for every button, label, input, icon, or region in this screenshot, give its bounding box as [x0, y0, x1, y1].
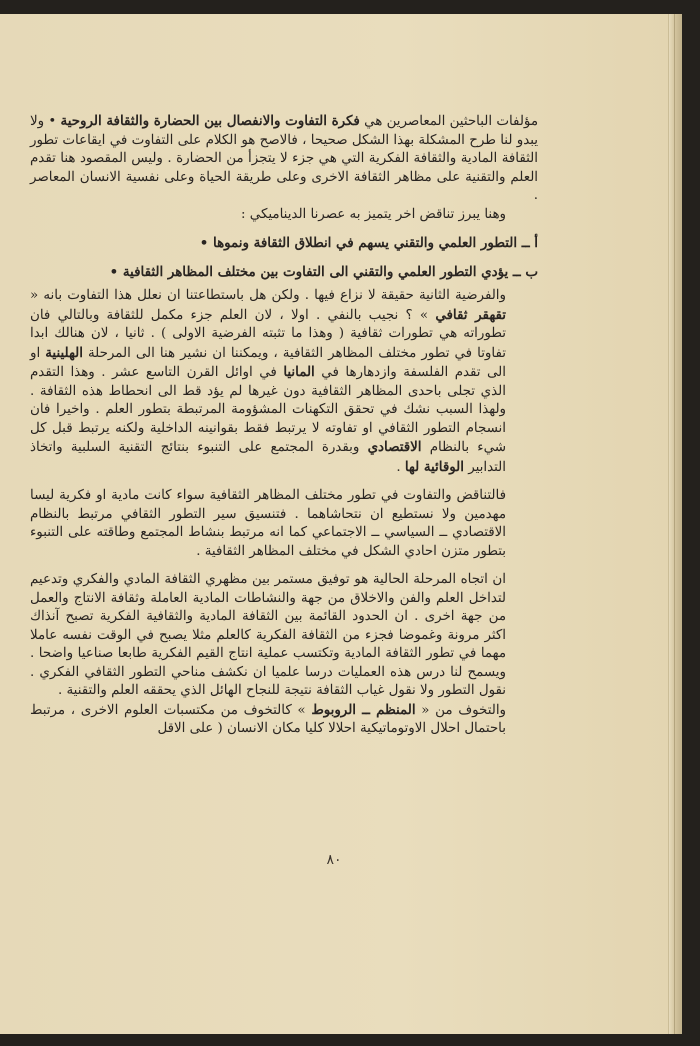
text-run: • ولا يبدو لنا طرح المشكلة بهذا الشكل صحيحا ، فالاصح هو الكلام على التفاوت في ايقاعات تطور الثقافة المادية والثقافة الفكرية التي هي جزء لا يتجزأ من الحضارة . وليس المقصود هنا تقدم العلم والتقنية على مظاهر الثقافة الاخرى وعلى طريقة الحياة وعلى نفسية الانسان المعاصر .	[30, 114, 538, 203]
text-run: مؤلفات الباحثين المعاصرين هي	[359, 114, 538, 129]
bold-phrase: تقهقر ثقافي	[435, 306, 506, 323]
bold-phrase: الوقائية لها	[404, 458, 464, 475]
text-run: » كالتخوف من مكتسبات العلوم الاخرى ، مرتبط باحتمال احلال الاوتوماتيكية احلالا كليا مكان الانسان ( على الاقل	[30, 702, 506, 736]
paragraph	[30, 701, 538, 739]
list-item-b: ب ــ يؤدي التطور العلمي والتقني الى التفاوت بين مختلف المظاهر الثقافية •	[109, 263, 538, 280]
text-run: .	[396, 459, 405, 475]
bold-phrase: الاقتصادي	[367, 439, 422, 455]
page-edge-line	[674, 14, 675, 1034]
bold-phrase: المانيا	[283, 364, 315, 380]
bold-phrase: الهلينية	[45, 344, 83, 361]
list-item-a: أ ــ التطور العلمي والتقني يسهم في انطلاق الثقافة ونموها •	[199, 235, 538, 251]
bold-phrase: المنظم ــ الروبوط	[311, 701, 416, 718]
text-run: او الى تقدم الفلسفة وازدهارها في	[30, 345, 506, 380]
text-run: في اوائل القرن التاسع عشر . وهذا التقدم الذي تجلى باحدى المظاهر الثقافية دون غيرها لم يؤد قط الى انحطاط هذه الثقافة . ولهذا السبب نشك في تحقق التكهنات المشؤومة المرتبطة بتطور العلم . واخيرا فان انسجام التطور الثقافي او تفاوته لا يرتبط فقط بقوانينه الداخلية ولكنه يرتبط قبل كل شيء بالنظام	[30, 365, 506, 455]
text-run: والتخوف من «	[415, 702, 506, 718]
bold-phrase: فكرة التفاوت والانفصال بين الحضارة والثقافة الروحية	[60, 113, 360, 129]
body-text	[30, 112, 538, 739]
paragraph: ان اتجاه المرحلة الحالية هو توفيق مستمر بين مظهري الثقافة المادي والفكري وتدعيم لتداخل العلم والفن والاخلاق من جهة والنشاطات المادية العاملة وثقافة الانتاج والعمل من جهة اخرى . ان الحدود القائمة بين الثقافة المادية والثقافية الفكرية تصبح آنذاك اكثر مرونة وغموضا فجزء من الثقافة الفكرية كالعلم مثلا يصبح في الوقت نفسه عاملا مهما في تطور الثقافة المادية وتكتسب عملية انتاج القيم الفكرية طابعا صناعيا واضحا . ويسمح لنا درس هذه العمليات درسا علميا ان نكشف مناحي التطور الثقافي الفكري . نقول التطور ولا نقول غياب الثقافة نتيجة للنجاح الهائل الذي يحققه العلم والتقنية .	[30, 572, 506, 698]
text-run: والفرضية الثانية حقيقة لا نزاع فيها . ولكن هل باستطاعتنا ان نعلل هذا التفاوت بانه «	[30, 288, 506, 303]
text-run: وبقدرة المجتمع على التنبوء بنتائج التقنية السلبية واتخاذ التدابير	[30, 440, 506, 475]
paragraph: فالتناقض والتفاوت في تطور مختلف المظاهر الثقافية سواء كانت مادية او فكرية ليسا مهدمين ولا نستطيع ان نتحاشاهما . فتنسيق سير التطور الثقافي مرتبط بالنظام الاقتصادي ــ السياسي ــ الاجتماعي كما انه مرتبط بنشاط المجتمع وطاقته على التنبوء بتطور متزن احادي الشكل في مختلف المظاهر الثقافية .	[30, 488, 506, 559]
paragraph: وهنا يبرز تناقض اخر يتميز به عصرنا الديناميكي :	[241, 206, 506, 222]
text-run: » ؟ نجيب بالنفي . اولا ، لان العلم جزء مكمل للثقافة وبالتالي فان تطوراته هي تطورات ثقافية ( وهذا ما تثبته الفرضية الاولى ) . ثانيا ، لان هنالك ابدا تفاوتا في تطور مختلف المظاهر الثقافية ، ويمكننا ان نشير هنا الى المرحلة	[30, 307, 506, 361]
page-number: ٨٠	[326, 852, 342, 868]
paragraph	[30, 287, 538, 477]
paragraph	[30, 112, 538, 206]
